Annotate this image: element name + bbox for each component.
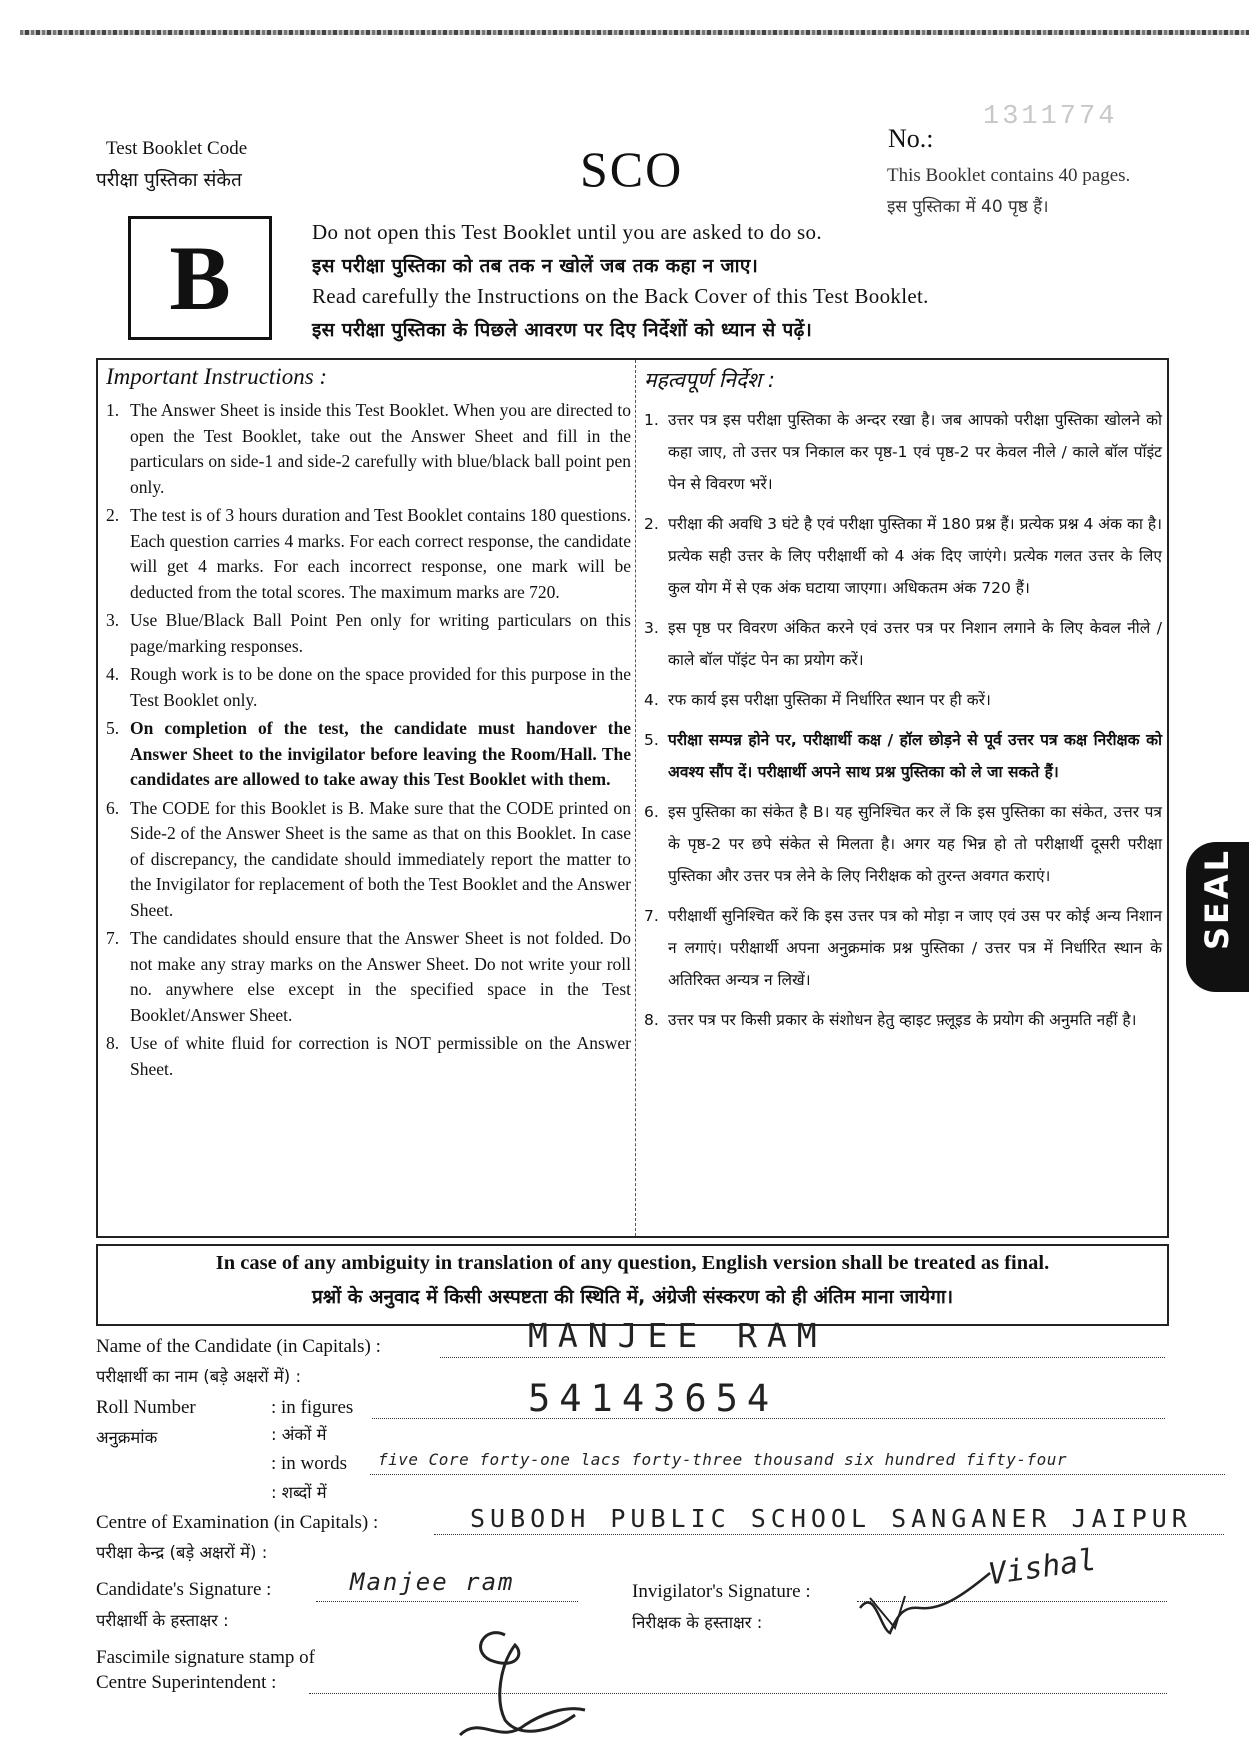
stamp-label-line2: Centre Superintendent : bbox=[96, 1672, 277, 1693]
page-count-hindi: इस पुस्तिका में 40 पृष्ठ हैं। bbox=[887, 197, 1049, 217]
stamp-label-line1: Fascimile signature stamp of bbox=[96, 1647, 315, 1668]
translation-notice-english: In case of any ambiguity in translation of any question, English version shall be treated as final. bbox=[215, 1252, 1050, 1274]
instructions-box bbox=[96, 358, 1169, 1238]
instruction-item: 4. Rough work is to be done on the space provided for this purpose in the Test Booklet only. bbox=[106, 664, 631, 710]
instruction-item: 7. The candidates should ensure that the Answer Sheet is not folded. Do not make any stray marks on the Answer Sheet. Do not write your roll no. anywhere else except in the specified space in the Test Booklet/Answer Sheet. bbox=[106, 928, 631, 1025]
instruction-item-hindi: 7. परीक्षार्थी सुनिश्चित करें कि इस उत्तर पत्र को मोड़ा न जाए एवं उस पर कोई अन्य निशान न लगाएं। परीक्षार्थी अपना अनुक्रमांक प्रश्न पुस्तिका / उत्तर पत्र में निर्धारित स्थान के अतिरिक्त अन्यत्र न लिखें। bbox=[644, 907, 1162, 989]
invigilator-signature-label-hindi: निरीक्षक के हस्ताक्षर : bbox=[632, 1613, 763, 1632]
figures-label-hindi: : अंकों में bbox=[271, 1425, 327, 1444]
instruction-item: 1. The Answer Sheet is inside this Test Booklet. When you are directed to open the Test Booklet, take out the Answer Sheet and fill in the particulars on side-1 and side-2 carefully with blue/black ball point pen only. bbox=[106, 400, 631, 497]
booklet-code-box: B bbox=[128, 216, 272, 340]
instruction-item-hindi: 4. रफ कार्य इस परीक्षा पुस्तिका में निर्धारित स्थान पर ही करें। bbox=[644, 691, 991, 709]
page-count: This Booklet contains 40 pages. bbox=[887, 165, 1131, 186]
stamp-line bbox=[309, 1693, 1167, 1694]
superintendent-signature-scribble bbox=[445, 1620, 595, 1752]
roll-label: Roll Number bbox=[96, 1397, 196, 1418]
warning-read: Read carefully the Instructions on the Back Cover of this Test Booklet. bbox=[312, 284, 929, 308]
words-label: : in words bbox=[271, 1453, 347, 1474]
candidate-signature-line bbox=[316, 1601, 578, 1602]
warning-open-hindi: इस परीक्षा पुस्तिका को तब तक न खोलें जब तक कहा न जाए। bbox=[312, 255, 759, 277]
instructions-title-hindi: महत्वपूर्ण निर्देश : bbox=[644, 368, 776, 392]
booklet-number: 1311774 bbox=[983, 102, 1118, 132]
instruction-item: 6. The CODE for this Booklet is B. Make sure that the CODE printed on Side-2 of the Answer Sheet is the same as that on this Booklet. In case of discrepancy, the candidate should immediately report the matter to the Invigilator for replacement of both the Test Booklet and the Answer Sheet. bbox=[106, 797, 631, 920]
instruction-item: 3. Use Blue/Black Ball Point Pen only for writing particulars on this page/marking responses. bbox=[106, 610, 631, 656]
invigilator-signature-scribble bbox=[850, 1568, 1000, 1638]
translation-notice bbox=[96, 1244, 1169, 1326]
warning-read-hindi: इस परीक्षा पुस्तिका के पिछले आवरण पर दिए निर्देशों को ध्यान से पढ़ें। bbox=[312, 319, 813, 341]
instructions-title: Important Instructions : bbox=[106, 364, 328, 389]
roll-label-hindi: अनुक्रमांक bbox=[96, 1428, 158, 1447]
roll-number-words[interactable]: five Core forty-one lacs forty-three thousand six hundred fifty-four bbox=[378, 1450, 1068, 1469]
column-divider bbox=[635, 360, 636, 1236]
candidate-name[interactable]: MANJEE RAM bbox=[528, 1316, 827, 1355]
name-label-hindi: परीक्षार्थी का नाम (बड़े अक्षरों में) : bbox=[96, 1367, 302, 1386]
instructions-hindi bbox=[644, 360, 1162, 1044]
warning-open: Do not open this Test Booklet until you are asked to do so. bbox=[312, 220, 822, 244]
name-line bbox=[440, 1357, 1165, 1358]
candidate-signature[interactable]: Manjee ram bbox=[350, 1568, 515, 1596]
seal-tab bbox=[1186, 842, 1249, 992]
roll-words-line bbox=[370, 1474, 1225, 1475]
booklet-code-label: Test Booklet Code bbox=[106, 138, 248, 159]
name-label: Name of the Candidate (in Capitals) : bbox=[96, 1336, 381, 1357]
seal-label: SEAL bbox=[1198, 847, 1236, 950]
centre-label-hindi: परीक्षा केन्द्र (बड़े अक्षरों में) : bbox=[96, 1543, 268, 1562]
centre-label: Centre of Examination (in Capitals) : bbox=[96, 1512, 379, 1533]
series-code: SCO bbox=[580, 141, 684, 197]
instruction-item: 2. The test is of 3 hours duration and Test Booklet contains 180 questions. Each question carries 4 marks. For each correct response, the candidate will get 4 marks. For each incorrect response, one mark will be deducted from the total scores. The maximum marks are 720. bbox=[106, 505, 631, 602]
roll-number-figures[interactable]: 54143654 bbox=[528, 1377, 779, 1420]
instructions-english bbox=[106, 360, 631, 1085]
instruction-item-hindi: 8. उत्तर पत्र पर किसी प्रकार के संशोधन हेतु व्हाइट फ़्लूइड के प्रयोग की अनुमति नहीं है। bbox=[644, 1011, 1137, 1029]
figures-label: : in figures bbox=[271, 1397, 354, 1418]
booklet-number-label: No.: bbox=[888, 124, 934, 153]
instruction-item-hindi: 2. परीक्षा की अवधि 3 घंटे है एवं परीक्षा पुस्तिका में 180 प्रश्न हैं। प्रत्येक प्रश्न 4 अंक का है। प्रत्येक सही उत्तर के लिए परीक्षार्थी को 4 अंक दिए जाएंगे। प्रत्येक गलत उत्तर के लिए कुल योग में से एक अंक घटाया जाएगा। अधिकतम अंक 720 हैं। bbox=[644, 515, 1162, 597]
centre-line bbox=[434, 1534, 1224, 1535]
instruction-item-hindi: 5. परीक्षा सम्पन्न होने पर, परीक्षार्थी कक्ष / हॉल छोड़ने से पूर्व उत्तर पत्र कक्ष निरीक्षक को अवश्य सौंप दें। परीक्षार्थी अपने साथ प्रश्न पुस्तिका को ले जा सकते हैं। bbox=[644, 731, 1162, 781]
words-label-hindi: : शब्दों में bbox=[271, 1483, 327, 1502]
instruction-item: 5. On completion of the test, the candidate must handover the Answer Sheet to the invigilator before leaving the Room/Hall. The candidates are allowed to take away this Test Booklet with them. bbox=[106, 718, 631, 789]
invigilator-signature-label: Invigilator's Signature : bbox=[632, 1581, 811, 1602]
booklet-code-label-hindi: परीक्षा पुस्तिका संकेत bbox=[96, 169, 242, 191]
centre-name[interactable]: SUBODH PUBLIC SCHOOL SANGANER JAIPUR bbox=[470, 1504, 1192, 1533]
instruction-item-hindi: 6. इस पुस्तिका का संकेत है B। यह सुनिश्चित कर लें कि इस पुस्तिका का संकेत, उत्तर पत्र के पृष्ठ-2 पर छपे संकेत से मिलता है। अगर यह भिन्न हो तो परीक्षार्थी दूसरी परीक्षा पुस्तिका और उत्तर पत्र लेने के लिए निरीक्षक को तुरन्त अवगत कराएं। bbox=[644, 803, 1162, 885]
translation-notice-hindi: प्रश्नों के अनुवाद में किसी अस्पष्टता की स्थिति में, अंग्रेजी संस्करण को ही अंतिम माना जायेगा। bbox=[311, 1286, 954, 1308]
candidate-signature-label-hindi: परीक्षार्थी के हस्ताक्षर : bbox=[96, 1611, 229, 1630]
invigilator-signature[interactable]: Vishal bbox=[986, 1542, 1099, 1593]
instruction-item-hindi: 1. उत्तर पत्र इस परीक्षा पुस्तिका के अन्दर रखा है। जब आपको परीक्षा पुस्तिका खोलने को कहा जाए, तो उत्तर पत्र निकाल कर पृष्ठ-1 एवं पृष्ठ-2 पर केवल नीले / काले बॉल पॉइंट पेन से विवरण भरें। bbox=[644, 411, 1162, 493]
instruction-item-hindi: 3. इस पृष्ठ पर विवरण अंकित करने एवं उत्तर पत्र पर निशान लगाने के लिए केवल नीले / काले बॉल पॉइंट पेन का प्रयोग करें। bbox=[644, 619, 1162, 669]
candidate-signature-label: Candidate's Signature : bbox=[96, 1579, 272, 1600]
instruction-item: 8. Use of white fluid for correction is NOT permissible on the Answer Sheet. bbox=[106, 1033, 631, 1079]
top-edge-scan-line bbox=[20, 30, 1249, 35]
